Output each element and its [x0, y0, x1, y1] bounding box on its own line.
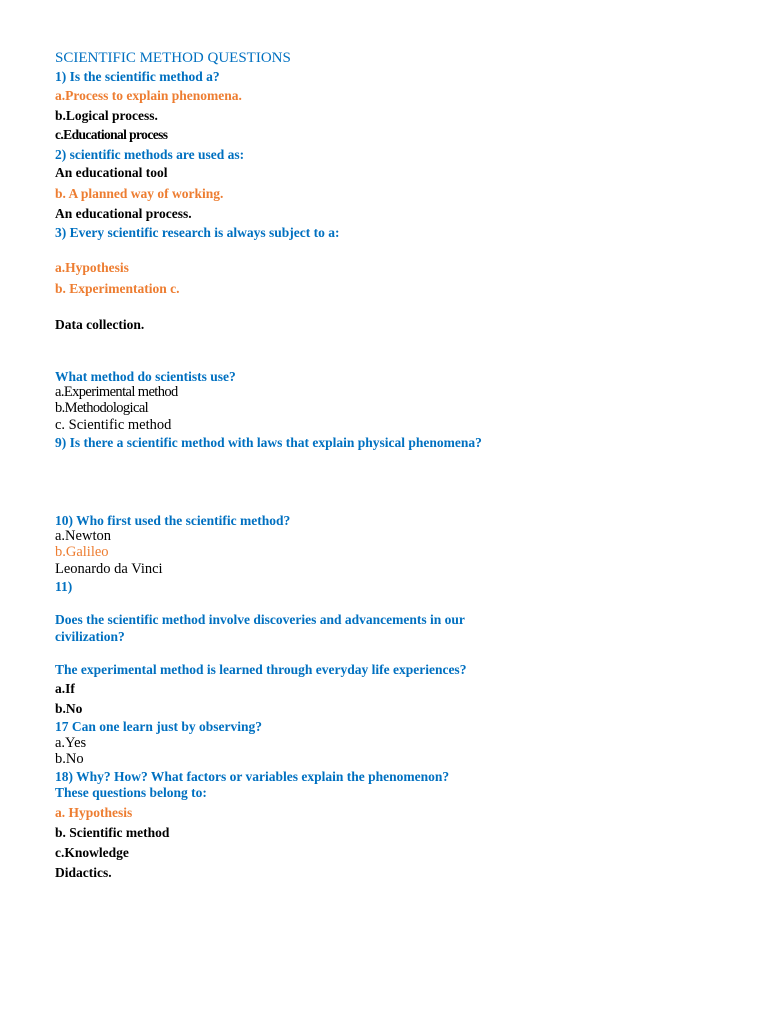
- answer-18b: b. Scientific method: [55, 825, 170, 840]
- document-title: SCIENTIFIC METHOD QUESTIONS: [55, 50, 291, 66]
- question-3: 3) Every scientific research is always subject to a:: [55, 225, 340, 240]
- answer-method-a: a.Experimental method: [55, 384, 178, 400]
- question-2: 2) scientific methods are used as:: [55, 147, 245, 162]
- answer-18a: a. Hypothesis: [55, 805, 133, 820]
- answer-1a: a.Process to explain phenomena.: [55, 88, 242, 103]
- question-experimental: The experimental method is learned through everyday life experiences?: [55, 662, 467, 677]
- question-method: What method do scientists use?: [55, 369, 236, 384]
- answer-method-b: b.Methodological: [55, 400, 149, 416]
- answer-10b: b.Galileo: [55, 544, 109, 560]
- answer-17b: b.No: [55, 751, 84, 767]
- answer-1b: b.Logical process.: [55, 108, 158, 123]
- answer-3c: Data collection.: [55, 317, 145, 332]
- question-1: 1) Is the scientific method a?: [55, 69, 220, 84]
- answer-3b: b. Experimentation c.: [55, 281, 180, 296]
- question-18-sub: These questions belong to:: [55, 785, 207, 800]
- answer-2b: b. A planned way of working.: [55, 186, 224, 201]
- question-9: 9) Is there a scientific method with laws that explain physical phenomena?: [55, 435, 482, 450]
- answer-2a: An educational tool: [55, 165, 168, 180]
- answer-18d: Didactics.: [55, 865, 112, 880]
- question-17: 17 Can one learn just by observing?: [55, 719, 263, 734]
- question-11-line-2: civilization?: [55, 629, 125, 644]
- question-11-line-1: Does the scientific method involve discoveries and advancements in our: [55, 612, 465, 627]
- answer-experimental-b: b.No: [55, 701, 83, 716]
- answer-10c: Leonardo da Vinci: [55, 561, 163, 577]
- answer-3a: a.Hypothesis: [55, 260, 129, 275]
- question-10: 10) Who first used the scientific method?: [55, 513, 291, 528]
- answer-10a: a.Newton: [55, 528, 111, 544]
- question-11-number: 11): [55, 579, 73, 594]
- answer-17a: a.Yes: [55, 735, 87, 751]
- answer-experimental-a: a.If: [55, 681, 75, 696]
- answer-method-c: c. Scientific method: [55, 417, 172, 433]
- question-18: 18) Why? How? What factors or variables explain the phenomenon?: [55, 769, 450, 784]
- answer-1c: c.Educational process: [55, 127, 168, 142]
- answer-2c: An educational process.: [55, 206, 192, 221]
- answer-18c: c.Knowledge: [55, 845, 129, 860]
